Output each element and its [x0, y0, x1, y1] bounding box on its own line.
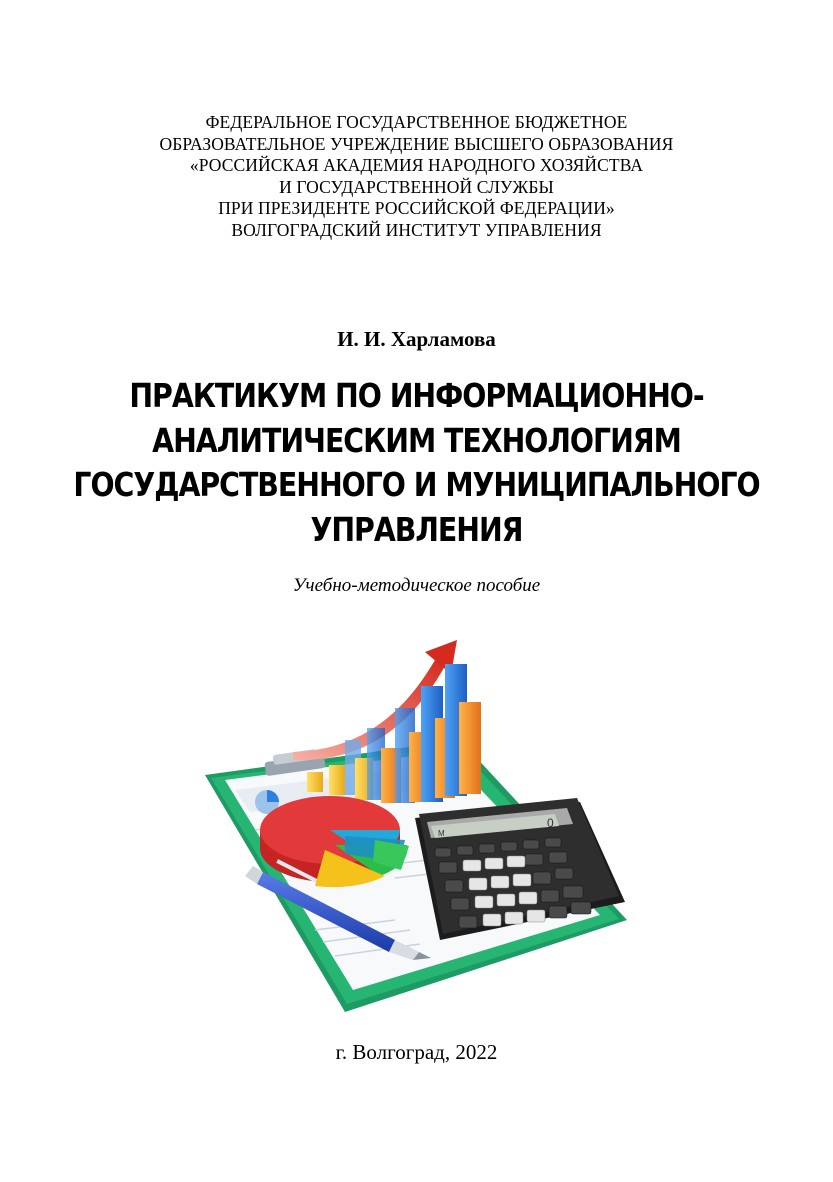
author-name: И. И. Харламова	[337, 327, 496, 351]
book-subtitle: Учебно-методическое пособие	[292, 575, 541, 596]
institution-line: И ГОСУДАРСТВЕННОЙ СЛУЖБЫ	[279, 176, 554, 197]
title-line: ПРАКТИКУМ ПО ИНФОРМАЦИОННО-	[129, 376, 704, 415]
city-year: г. Волгоград, 2022	[335, 1040, 498, 1064]
institution-block	[0, 112, 833, 242]
finance-illustration	[195, 640, 640, 1020]
institution-line: ФЕДЕРАЛЬНОЕ ГОСУДАРСТВЕННОЕ БЮДЖЕТНОЕ	[205, 112, 628, 132]
title-line: УПРАВЛЕНИЯ	[310, 509, 523, 549]
institution-line: ОБРАЗОВАТЕЛЬНОЕ УЧРЕЖДЕНИЕ ВЫСШЕГО ОБРАЗОВАНИЯ	[159, 133, 674, 154]
institution-line: ВОЛГОГРАДСКИЙ ИНСТИТУТ УПРАВЛЕНИЯ	[231, 219, 602, 240]
title-line: ГОСУДАРСТВЕННОГО И МУНИЦИПАЛЬНОГО	[73, 465, 760, 504]
calculator-m-label: M	[438, 829, 445, 838]
bar-chart-graphic	[307, 664, 481, 803]
institution-line: «РОССИЙСКАЯ АКАДЕМИЯ НАРОДНОГО ХОЗЯЙСТВА	[189, 155, 644, 176]
calculator-display-value: 0	[547, 816, 554, 830]
book-title	[0, 374, 833, 552]
institution-line: ПРИ ПРЕЗИДЕНТЕ РОССИЙСКОЙ ФЕДЕРАЦИИ»	[218, 198, 615, 219]
title-line: АНАЛИТИЧЕСКИМ ТЕХНОЛОГИЯМ	[152, 420, 681, 460]
